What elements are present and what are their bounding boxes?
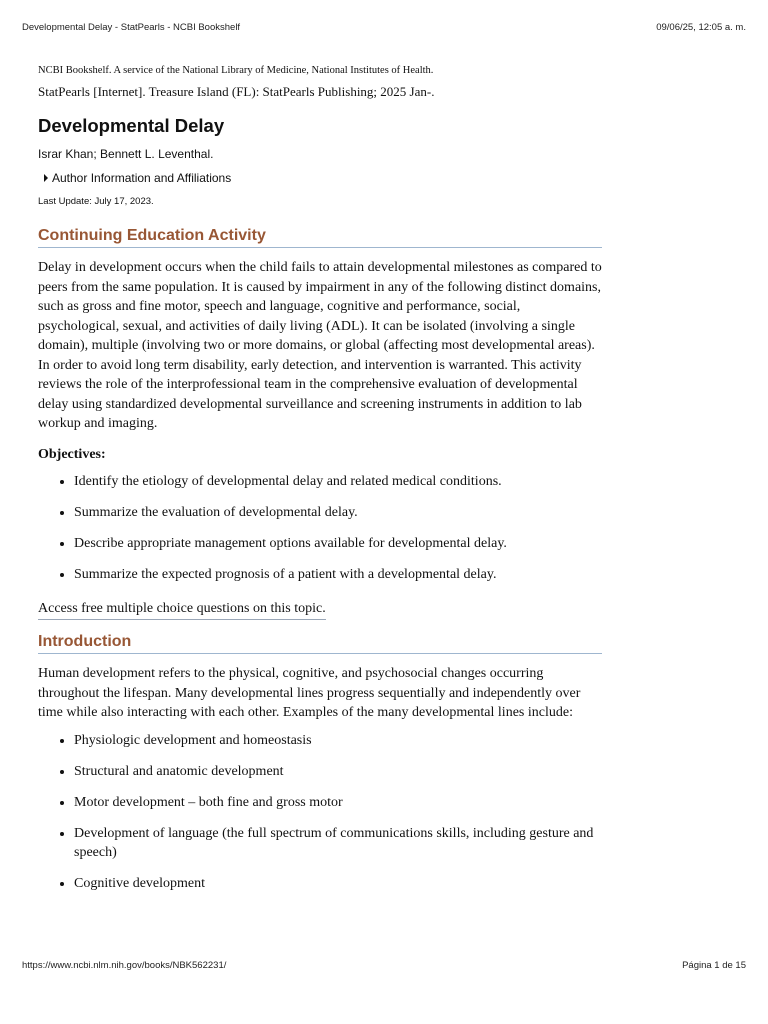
last-update: Last Update: July 17, 2023. — [38, 196, 154, 207]
page-number: Página 1 de 15 — [682, 960, 746, 971]
author-info-toggle[interactable] — [44, 171, 602, 185]
service-line: NCBI Bookshelf. A service of the National Library of Medicine, National Institutes of Health. — [38, 65, 434, 76]
objectives-list — [38, 472, 602, 585]
objectives-label: Objectives: — [38, 446, 106, 462]
print-footer — [22, 960, 746, 971]
list-item: • Structural and anatomic development — [74, 762, 602, 782]
developmental-lines-list — [38, 731, 602, 894]
citation-line: StatPearls [Internet]. Treasure Island (FL): StatPearls Publishing; 2025 Jan-. — [38, 84, 435, 99]
list-item: • Development of language (the full spectrum of communications skills, including gesture and speech) — [74, 824, 602, 863]
page-title: Developmental Delay — [38, 115, 225, 136]
list-item: • Motor development – both fine and gross motor — [74, 793, 602, 813]
cea-paragraph: Delay in development occurs when the child fails to attain developmental milestones as compared to peers from the same population. It is caused by impairment in any of the following distinct domains, such as gross and fine motor, speech and language, cognitive and performance, social, psychological, sexual, and activities of daily living (ADL). It can be isolated (involving a single domain), multiple (involving two or more domains, or global (affecting most developmental areas). In order to avoid long term disability, early detection, and intervention is warranted. This activity reviews the role of the interprofessional team in the comprehensive evaluation of developmental delay using standardized developmental surveillance and screening instruments in addition to lab workup and imaging. — [38, 260, 602, 431]
section-heading-continuing-education: Continuing Education Activity — [38, 226, 602, 248]
triangle-right-icon — [44, 174, 48, 182]
print-url: https://www.ncbi.nlm.nih.gov/books/NBK562231/ — [22, 960, 227, 971]
list-item: • Physiologic development and homeostasis — [74, 731, 602, 751]
list-item: • Cognitive development — [74, 874, 602, 894]
list-item: • Describe appropriate management options available for developmental delay. — [74, 534, 602, 554]
list-item: • Summarize the expected prognosis of a patient with a developmental delay. — [74, 565, 602, 585]
list-item: • Identify the etiology of developmental delay and related medical conditions. — [74, 472, 602, 492]
intro-paragraph: Human development refers to the physical, cognitive, and psychosocial changes occurring throughout the lifespan. Many developmental lines progress sequentially and independently over time while also interacting with each other. Examples of the many developmental lines include: — [38, 666, 581, 720]
print-header — [22, 22, 746, 33]
list-item: • Summarize the evaluation of developmental delay. — [74, 503, 602, 523]
mcq-link[interactable]: Access free multiple choice questions on this topic. — [38, 600, 326, 620]
author-info-label: Author Information and Affiliations — [52, 171, 232, 185]
print-datetime: 09/06/25, 12:05 a. m. — [656, 22, 746, 33]
article-content — [38, 64, 602, 894]
authors: Israr Khan; Bennett L. Leventhal. — [38, 147, 214, 161]
section-heading-introduction: Introduction — [38, 632, 602, 654]
print-page-title: Developmental Delay - StatPearls - NCBI Bookshelf — [22, 22, 241, 33]
